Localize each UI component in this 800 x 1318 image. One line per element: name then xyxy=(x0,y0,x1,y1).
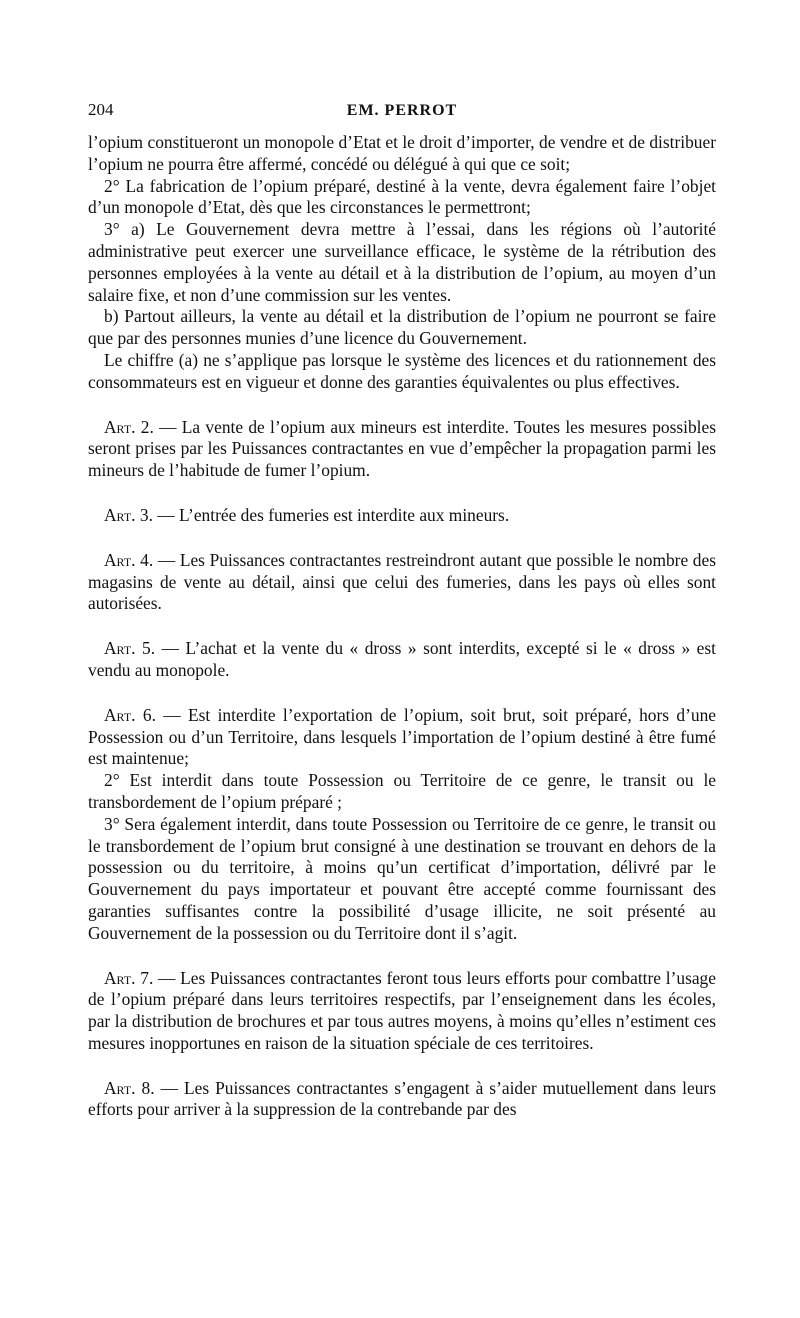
article-label: Art. 6. xyxy=(104,704,156,725)
article-text: — Les Puissances contractantes restreindront autant que possible le nombre des magasins de vente au détail, ainsi que celui des fumeries, dans les pays où elles sont autorisées. xyxy=(88,549,716,614)
article-2 xyxy=(88,417,716,482)
article-text: — La vente de l’opium aux mineurs est interdite. Toutes les mesures possibles seront prises par les Puissances contractantes en vue d’empêcher la propagation parmi les mineurs de l’habitude de fumer l’opium. xyxy=(88,416,716,481)
article-7 xyxy=(88,968,716,1055)
article-text: — L’entrée des fumeries est interdite aux mineurs. xyxy=(157,504,510,525)
article-6-item-2: 2° Est interdit dans toute Possession ou Territoire de ce genre, le transit ou le transbordement de l’opium préparé ; xyxy=(88,770,716,812)
article-label: Art. 7. xyxy=(104,967,154,988)
article-4 xyxy=(88,550,716,615)
article-label: Art. 8. xyxy=(104,1077,155,1098)
page-header xyxy=(88,96,716,132)
article-text: — L’achat et la vente du « dross » sont interdits, excepté si le « dross » est vendu au monopole. xyxy=(88,638,716,680)
article-6 xyxy=(88,705,716,770)
running-title: EM. PERROT xyxy=(346,102,458,119)
article-6-item-3: 3° Sera également interdit, dans toute Possession ou Territoire de ce genre, le transit ou le transbordement de l’opium brut consigné à une destination se trouvant en dehors de la possession ou du territoire, à moins qu’un certificat d’importation, délivré par le Gouvernement du pays importateur et pouvant être accepté comme fournissant des garanties suffisantes contre la possibilité d’usage illicite, ne soit présenté au Gouvernement de la possession ou du Territoire dont il s’agit. xyxy=(88,813,716,943)
article-3 xyxy=(88,505,716,527)
article-label: Art. 4. xyxy=(104,549,154,570)
article-label: Art. 2. xyxy=(104,416,154,437)
article-text: — Les Puissances contractantes s’engagent à s’aider mutuellement dans leurs efforts pour arriver à la suppression de la contrebande par des xyxy=(88,1077,716,1120)
paragraph-item-2: 2° La fabrication de l’opium préparé, destiné à la vente, devra également faire l’objet d’un monopole d’Etat, dès que les circonstances le permettront; xyxy=(88,175,716,218)
page-number: 204 xyxy=(88,100,114,119)
article-text: — Est interdite l’exportation de l’opium, soit brut, soit préparé, hors d’une Possession ou d’un Territoire, dans lesquels l’importation de l’opium destiné à être fumé est maintenue; xyxy=(88,704,716,769)
paragraph-chiffre-a: Le chiffre (a) ne s’applique pas lorsque le système des licences et du rationnement des consommateurs est en vigueur et donne des garanties équivalentes ou plus effectives. xyxy=(88,349,716,392)
article-5 xyxy=(88,638,716,682)
article-label: Art. 5. xyxy=(104,638,156,659)
article-8 xyxy=(88,1078,716,1122)
article-label: Art. 3. xyxy=(104,504,153,525)
document-page xyxy=(88,96,716,1121)
paragraph-item-3a: 3° a) Le Gouvernement devra mettre à l’essai, dans les régions où l’autorité administrative peut exercer une surveillance efficace, le système de la rétribution des personnes employées à la vente au détail et à la distribution de l’opium, au moyen d’un salaire fixe, et non d’une commission sur les ventes. xyxy=(88,219,716,305)
paragraph-opium-monopoly: l’opium constitueront un monopole d’Etat et le droit d’importer, de vendre et de distribuer l’opium ne pourra être affermé, concédé ou délégué à qui que ce soit; xyxy=(88,132,716,174)
paragraph-item-3b: b) Partout ailleurs, la vente au détail et la distribution de l’opium ne pourront se faire que par des personnes munies d’une licence du Gouvernement. xyxy=(88,306,716,349)
article-text: — Les Puissances contractantes feront tous leurs efforts pour combattre l’usage de l’opium préparé dans leurs territoires respectifs, par l’enseignement dans les écoles, par la distribution de brochures et par tous autres moyens, à moins qu’elles n’estiment ces mesures inopportunes en raison de la situation spéciale de ces territoires. xyxy=(88,967,716,1053)
